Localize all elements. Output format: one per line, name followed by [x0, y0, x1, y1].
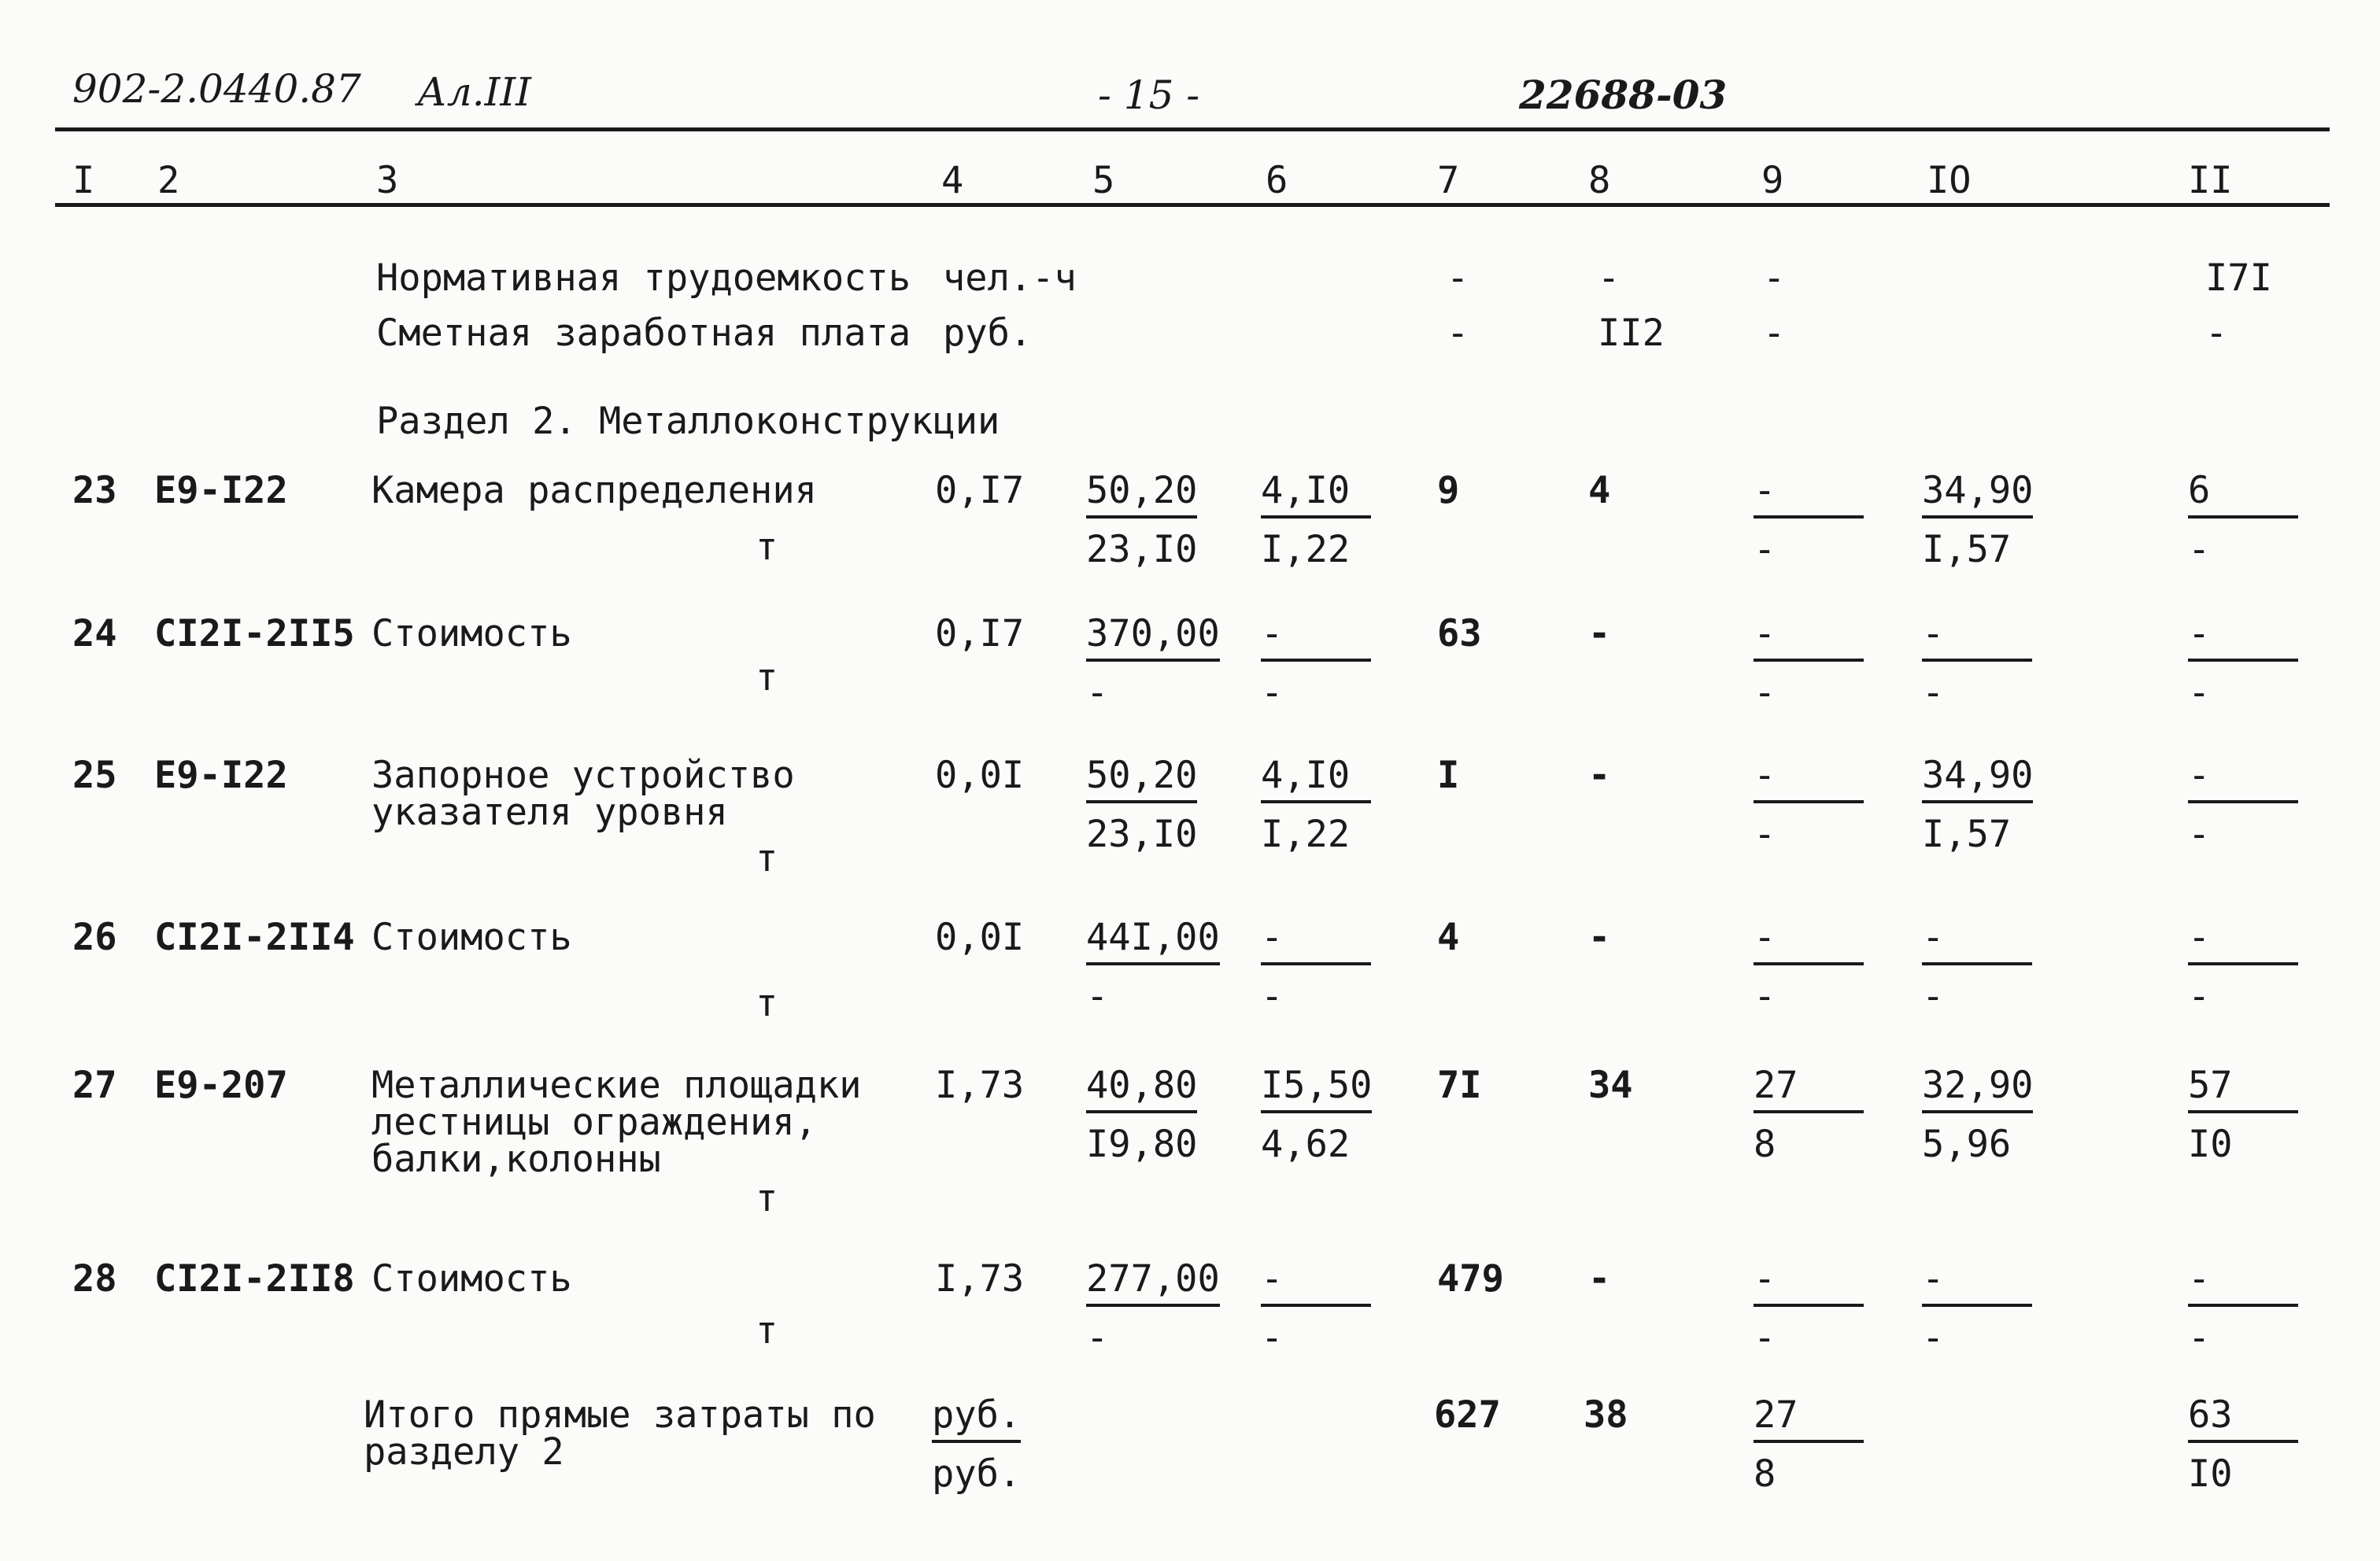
row-col9 [1754, 1257, 1864, 1360]
column-header-4: 4 [941, 159, 964, 202]
total-desc-line1: Итого прямые затраты по [364, 1393, 876, 1437]
row-quantity: 0,I7 [935, 612, 1025, 655]
wage-c8: II2 [1598, 312, 1665, 355]
row-col5-bottom: 23,I0 [1086, 813, 1198, 856]
row-col10 [1922, 754, 2034, 856]
row-col5-top: 44I,00 [1086, 919, 1220, 965]
row-col5-bottom: - [1086, 671, 1109, 714]
row-col6-bottom: - [1261, 671, 1284, 714]
row-col9-bottom: - [1754, 975, 1776, 1018]
row-description-line1: Стоимость [371, 1257, 572, 1301]
total-c11 [2188, 1393, 2298, 1496]
column-header-2: 2 [157, 159, 180, 202]
row-col11-top: - [2188, 919, 2298, 965]
row-col10 [1922, 1064, 2034, 1166]
row-col11-top: - [2188, 757, 2298, 803]
row-col6-bottom: I,22 [1261, 528, 1351, 571]
row-col6-top: 4,I0 [1261, 757, 1371, 803]
labor-label: Нормативная трудоемкость [376, 256, 911, 300]
row-description-line1: Запорное устройство [371, 754, 795, 797]
row-col9 [1754, 916, 1864, 1018]
row-col5-top: 50,20 [1086, 757, 1197, 803]
row-col6 [1261, 916, 1371, 1018]
row-col11 [2188, 754, 2298, 856]
column-header-5: 5 [1092, 159, 1115, 202]
row-col5 [1086, 1257, 1220, 1360]
doc-code: 902-2.0440.87 [72, 66, 361, 112]
row-col10-top: - [1922, 615, 2032, 662]
row-col8: - [1588, 612, 1611, 655]
row-col5 [1086, 612, 1220, 714]
row-col6-top: - [1261, 615, 1371, 662]
row-col9-top: 27 [1754, 1067, 1864, 1113]
row-col9-top: - [1754, 1260, 1864, 1307]
wage-label: Сметная заработная плата [376, 312, 911, 355]
row-quantity: 0,0I [935, 754, 1025, 797]
row-unit: т [756, 1177, 778, 1220]
row-quantity: I,73 [935, 1257, 1025, 1301]
row-quantity: I,73 [935, 1064, 1025, 1107]
row-col11 [2188, 469, 2298, 571]
row-col11-top: - [2188, 615, 2298, 662]
row-col6-bottom: - [1261, 975, 1284, 1018]
row-col7: 63 [1437, 612, 1482, 655]
header-rule-top [55, 127, 2330, 131]
row-col11 [2188, 916, 2298, 1018]
labor-c7: - [1447, 256, 1469, 300]
row-col8: 4 [1588, 469, 1611, 512]
row-description-line1: Стоимость [371, 612, 572, 655]
row-col9 [1754, 612, 1864, 714]
row-description-line2: лестницы ограждения, [371, 1101, 817, 1144]
row-col5 [1086, 754, 1198, 856]
row-col10-top: - [1922, 1260, 2032, 1307]
row-number: 26 [72, 916, 117, 959]
column-header-11: II [2188, 159, 2233, 202]
total-c9 [1754, 1393, 1864, 1496]
row-col11-top: 6 [2188, 472, 2298, 518]
column-header-8: 8 [1588, 159, 1611, 202]
total-c9-bottom: 8 [1754, 1452, 1776, 1496]
row-col5-bottom: 23,I0 [1086, 528, 1198, 571]
labor-c8: - [1598, 256, 1621, 300]
column-header-10: IO [1927, 159, 1972, 202]
row-col10-bottom: - [1922, 1316, 1945, 1360]
row-col9-top: - [1754, 919, 1864, 965]
total-c7: 627 [1434, 1393, 1501, 1437]
row-col11-top: 57 [2188, 1067, 2298, 1113]
row-code: Е9-I22 [154, 754, 288, 797]
row-col11-bottom: - [2188, 671, 2211, 714]
total-c11-top: 63 [2188, 1397, 2298, 1443]
row-description-line1: Камера распределения [371, 469, 817, 512]
row-col10-bottom: - [1922, 671, 1945, 714]
column-header-7: 7 [1437, 159, 1460, 202]
row-col5-bottom: - [1086, 1316, 1109, 1360]
row-unit: т [756, 1309, 778, 1352]
total-desc-line2: разделу 2 [364, 1430, 564, 1474]
row-col11 [2188, 612, 2298, 714]
row-col8: - [1588, 754, 1611, 797]
row-col7: 479 [1437, 1257, 1504, 1301]
row-col6 [1261, 1064, 1373, 1166]
row-col6-top: - [1261, 1260, 1371, 1307]
row-col11-top: - [2188, 1260, 2298, 1307]
row-col10-bottom: - [1922, 975, 1945, 1018]
row-col8: - [1588, 916, 1611, 959]
row-col9-bottom: 8 [1754, 1123, 1776, 1166]
row-col10-bottom: I,57 [1922, 813, 2012, 856]
total-unit [932, 1393, 1022, 1496]
wage-c7: - [1447, 312, 1469, 355]
row-col7: 9 [1437, 469, 1460, 512]
row-number: 24 [72, 612, 117, 655]
row-description-line1: Металлические площадки [371, 1064, 862, 1107]
row-col11-bottom: - [2188, 813, 2211, 856]
row-col10-top: 34,90 [1922, 757, 2033, 803]
row-col11-bottom: - [2188, 528, 2211, 571]
row-col9 [1754, 469, 1864, 571]
row-col7: 7I [1437, 1064, 1482, 1107]
row-col9-bottom: - [1754, 671, 1776, 714]
row-description-line1: Стоимость [371, 916, 572, 959]
total-c11-bottom: I0 [2188, 1452, 2233, 1496]
row-col8: 34 [1588, 1064, 1633, 1107]
total-c9-top: 27 [1754, 1397, 1864, 1443]
row-col9-top: - [1754, 615, 1864, 662]
labor-unit: чел.-ч [943, 256, 1077, 300]
row-col6-bottom: - [1261, 1316, 1284, 1360]
wage-c11: - [2205, 312, 2228, 355]
row-col8: - [1588, 1257, 1611, 1301]
row-col10-top: 32,90 [1922, 1067, 2033, 1113]
page-number: - 15 - [1098, 72, 1200, 118]
column-header-1: I [72, 159, 95, 202]
total-c8: 38 [1584, 1393, 1628, 1437]
row-unit: т [756, 526, 778, 569]
row-col6 [1261, 1257, 1371, 1360]
row-col5-top: 277,00 [1086, 1260, 1220, 1307]
wage-unit: руб. [943, 312, 1033, 355]
total-unit-top: руб. [932, 1397, 1021, 1443]
column-header-6: 6 [1266, 159, 1288, 202]
row-col7: 4 [1437, 916, 1460, 959]
row-col11 [2188, 1257, 2298, 1360]
row-quantity: 0,0I [935, 916, 1025, 959]
row-col5-top: 40,80 [1086, 1067, 1197, 1113]
row-col5-bottom: I9,80 [1086, 1123, 1198, 1166]
row-col10-top: - [1922, 919, 2032, 965]
column-header-9: 9 [1761, 159, 1784, 202]
row-col6-top: 4,I0 [1261, 472, 1371, 518]
row-col6 [1261, 612, 1371, 714]
row-number: 25 [72, 754, 117, 797]
row-code: СI2I-2II5 [154, 612, 355, 655]
row-col5-top: 370,00 [1086, 615, 1220, 662]
row-col11-bottom: I0 [2188, 1123, 2233, 1166]
row-col9-top: - [1754, 757, 1864, 803]
row-col5-bottom: - [1086, 975, 1109, 1018]
row-col10-bottom: 5,96 [1922, 1123, 2012, 1166]
row-col5 [1086, 1064, 1198, 1166]
section-title: Раздел 2. Металлоконструкции [376, 400, 1000, 443]
row-col5-top: 50,20 [1086, 472, 1197, 518]
row-number: 27 [72, 1064, 117, 1107]
row-col10 [1922, 469, 2034, 571]
row-col9-bottom: - [1754, 528, 1776, 571]
row-unit: т [756, 656, 778, 699]
row-col6-bottom: 4,62 [1261, 1123, 1351, 1166]
row-col9-bottom: - [1754, 813, 1776, 856]
row-description-line2: указателя уровня [371, 791, 728, 834]
row-col9-bottom: - [1754, 1316, 1776, 1360]
row-unit: т [756, 982, 778, 1025]
row-col6 [1261, 754, 1371, 856]
row-col6-top: - [1261, 919, 1371, 965]
row-col5 [1086, 916, 1220, 1018]
row-col10-bottom: I,57 [1922, 528, 2012, 571]
row-code: СI2I-2II4 [154, 916, 355, 959]
row-col11 [2188, 1064, 2298, 1166]
row-col11-bottom: - [2188, 975, 2211, 1018]
row-col7: I [1437, 754, 1460, 797]
row-code: Е9-207 [154, 1064, 288, 1107]
row-number: 23 [72, 469, 117, 512]
labor-c9: - [1763, 256, 1786, 300]
row-col10 [1922, 916, 2032, 1018]
wage-c9: - [1763, 312, 1786, 355]
row-col10-top: 34,90 [1922, 472, 2033, 518]
row-col6 [1261, 469, 1371, 571]
row-code: СI2I-2II8 [154, 1257, 355, 1301]
total-unit-bottom: руб. [932, 1452, 1022, 1496]
row-description-line3: балки,колонны [371, 1138, 661, 1181]
row-col6-top: I5,50 [1261, 1067, 1372, 1113]
row-unit: т [756, 837, 778, 880]
row-col6-bottom: I,22 [1261, 813, 1351, 856]
column-header-3: 3 [376, 159, 399, 202]
row-col9 [1754, 1064, 1864, 1166]
doc-id: 22688-03 [1519, 72, 1728, 118]
row-col10 [1922, 612, 2032, 714]
album-number: Ал.III [417, 69, 531, 115]
row-col5 [1086, 469, 1198, 571]
labor-c11: I7I [2205, 256, 2272, 300]
header-rule-bottom [55, 203, 2330, 207]
row-quantity: 0,I7 [935, 469, 1025, 512]
row-number: 28 [72, 1257, 117, 1301]
row-col9 [1754, 754, 1864, 856]
row-code: Е9-I22 [154, 469, 288, 512]
row-col9-top: - [1754, 472, 1864, 518]
row-col11-bottom: - [2188, 1316, 2211, 1360]
row-col10 [1922, 1257, 2032, 1360]
